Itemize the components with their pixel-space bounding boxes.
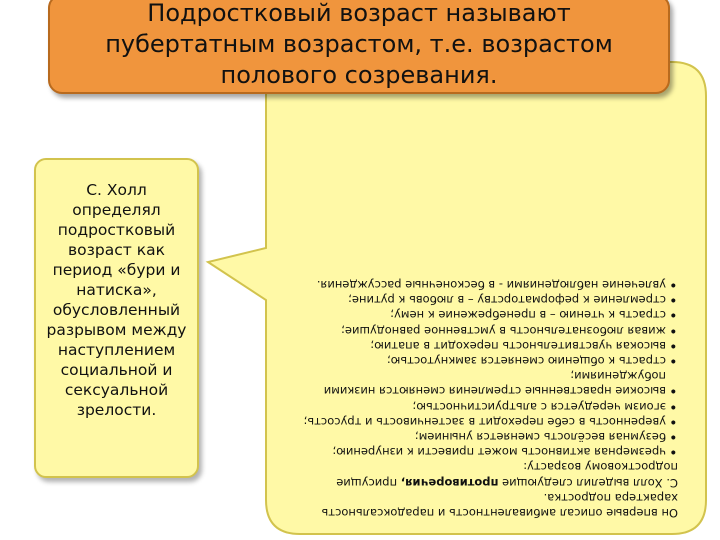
- lead-text-start: С. Холл выделил следующие: [498, 475, 678, 490]
- lead-paragraph: [270, 459, 678, 489]
- list-item: • страсть к чтению – в пренебрежение к нему;: [270, 307, 666, 322]
- intro-paragraph: Он впервые описал амбивалентность и парадоксальность характера подростка.: [321, 490, 678, 520]
- list-item: • увлечение наблюдениями - в бесконечные рассуждения.: [270, 277, 666, 292]
- lead-text-bold: противоречия,: [400, 475, 499, 490]
- list-item: • уверенность в себе переходит в застенчивость и трусость;: [270, 414, 666, 429]
- list-item: • стремление к реформаторству – в любовь к рутине;: [270, 292, 666, 307]
- page-title: Подростковый возраст называют пубертатным возрастом, т.е. возрастом полового созревания.: [105, 0, 613, 89]
- list-item: • чрезмерная активность может привести к изнурению;: [270, 444, 666, 459]
- hall-definition-box: [34, 158, 199, 478]
- list-item: • живая любознательность в умственное равнодушие;: [270, 322, 666, 337]
- hall-definition-text: С. Холл определял подростковый возраст как период «бури и натиска», обусловленный разрывом между наступлением социальной и сексуальной зрелости.: [46, 181, 187, 419]
- contradictions-text: [262, 58, 686, 528]
- lead-text-end: присущие подростковому возрасту:: [336, 460, 678, 490]
- bubble-text-area: [262, 58, 702, 528]
- list-item: • страсть к общению сменяется замкнутостью;: [270, 353, 666, 368]
- list-item: • безумная весёлость сменяется унынием;: [270, 429, 666, 444]
- contradictions-list: [270, 277, 678, 459]
- list-item: • эгоизм чередуется с альтруистичностью;: [270, 398, 666, 413]
- list-item: • высокие нравственные стремления сменяются низкими побуждениями;: [270, 368, 666, 398]
- list-item: • высокая чувствительность переходит в апатию;: [270, 338, 666, 353]
